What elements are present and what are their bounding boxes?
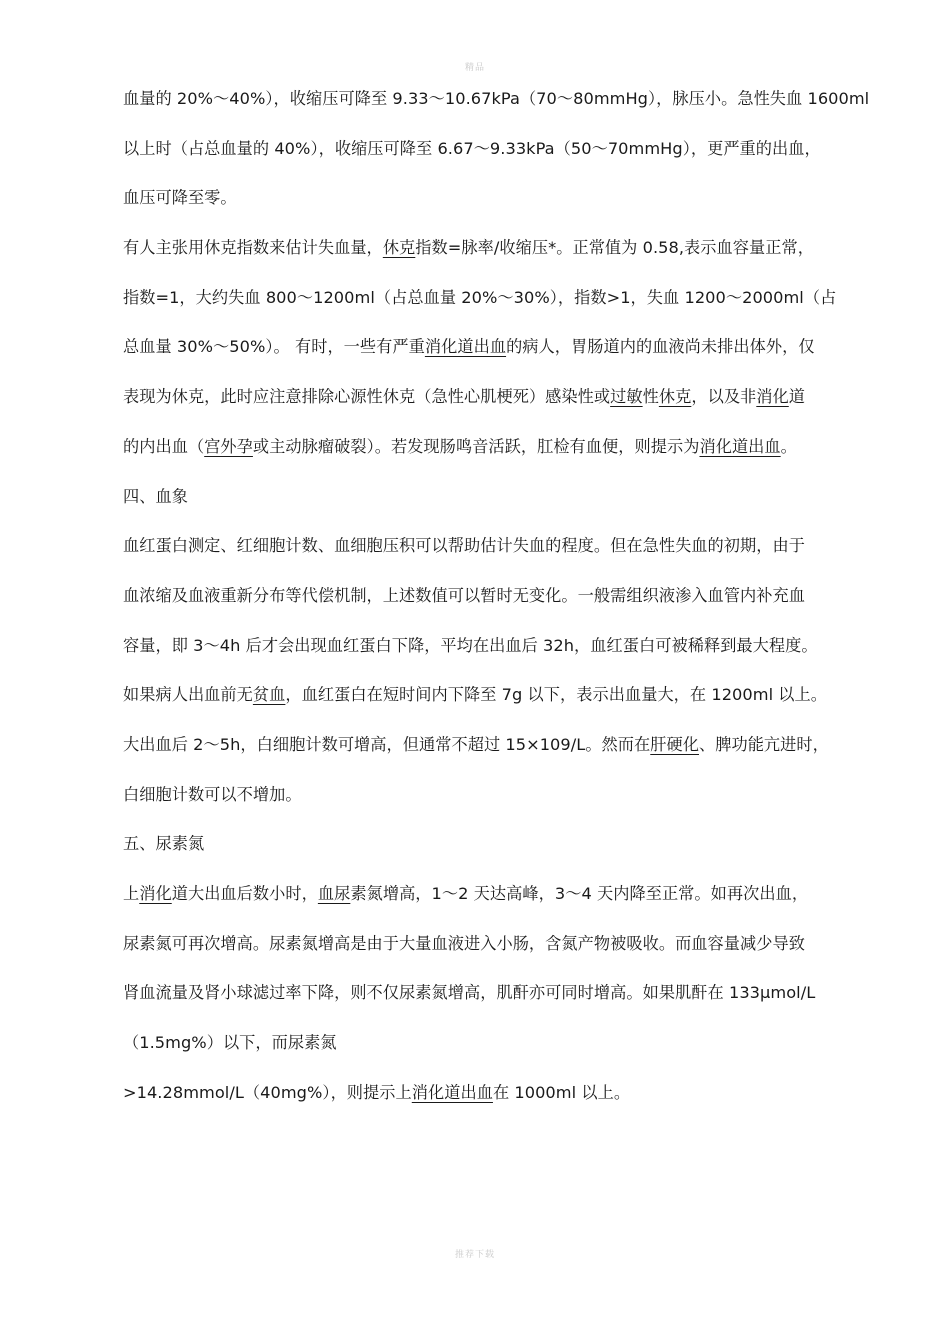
text-segment: 大出血后 2～5h，白细胞计数可增高，但通常不超过 15×109/L。然而在 [123,734,651,754]
text-line [123,1022,839,1072]
text-segment: 表现为休克，此时应注意排除心源性休克（急性心肌梗死）感染性或 [123,387,611,407]
underlined-term: 消化 [139,884,172,903]
text-line [123,1072,839,1116]
underlined-term: 休克 [382,238,416,258]
text-segment: 血浓缩及血液重新分布等代偿机制，上述数值可以暂时无变化。一般需组织液渗入血管内补充血 [123,585,805,605]
text-segment: 血压可降至零。 [123,188,237,208]
text-segment: 的病人，胃肠道内的血液尚未排出体外，仅 [506,337,815,357]
text-line [123,774,839,824]
text-segment: 的内出血（ [123,436,205,456]
underlined-term: 休克 [658,387,692,407]
underlined-term: 血尿 [317,884,351,903]
page-footer-watermark: 推荐下载 [454,1250,495,1260]
text-segment: 白细胞计数可以不增加。 [123,784,302,804]
text-line [123,177,839,227]
text-segment: 道大出血后数小时， [171,884,318,903]
text-segment: 性 [642,387,659,407]
text-line [123,128,839,178]
text-line [123,674,839,724]
text-line [123,873,839,923]
text-segment: 五、尿素氮 [123,834,205,854]
text-line [123,575,839,625]
text-segment: 上 [123,884,140,903]
text-line [123,525,839,575]
text-segment: 指数=脉率/收缩压*。正常值为 0.58,表示血容量正常， [415,238,814,258]
text-segment: 、脾功能亢进时， [698,734,829,754]
underlined-term: 贫血 [252,685,286,705]
text-segment: 在 1000ml 以上。 [492,1082,631,1102]
text-line [123,227,839,277]
text-line [123,376,839,426]
text-line [123,724,839,774]
text-line [123,923,839,973]
text-line [123,426,839,476]
text-segment: ，以及非 [691,387,757,407]
text-segment: 总血量 30%～50%）。 有时，一些有严重 [123,337,425,357]
underlined-term: 消化道出血 [411,1082,493,1102]
text-segment: ，血红蛋白在短时间内下降至 7g 以下，表示出血量大，在 1200ml 以上。 [285,685,828,705]
text-line [123,78,870,128]
text-segment: 指数=1，大约失血 800～1200ml（占总血量 20%～30%），指数>1，失血 1200～2000ml（占 [123,287,837,307]
text-segment: （1.5mg%）以下，而尿素氮 [123,1033,337,1053]
text-line [123,625,839,675]
text-line [123,823,839,873]
text-segment: 四、血象 [123,486,188,506]
text-line [123,277,839,327]
text-segment: 血红蛋白测定、红细胞计数、血细胞压积可以帮助估计失血的程度。但在急性失血的初期，由于 [123,536,805,556]
underlined-term: 消化 [756,387,789,407]
text-segment: 以上时（占总血量的 40%），收缩压可降至 6.67～9.33kPa（50～70mmHg），更严重的出血， [123,138,821,158]
text-line [123,972,839,1022]
text-segment: >14.28mmol/L（40mg%），则提示上 [123,1082,412,1102]
underlined-term: 肝硬化 [650,734,699,754]
text-segment: 尿素氮可再次增高。尿素氮增高是由于大量血液进入小肠，含氮产物被吸收。而血容量减少导致 [123,933,805,953]
underlined-term: 消化道出血 [424,337,507,357]
text-segment: 如果病人出血前无 [123,685,253,705]
document-body [123,78,870,1116]
text-line [123,326,839,376]
text-line [123,476,839,526]
text-segment: 血量的 20%～40%），收缩压可降至 9.33～10.67kPa（70～80mmHg），脉压小。急性失血 1600ml [123,89,870,108]
text-segment: 。 [780,436,797,456]
text-segment: 或主动脉瘤破裂）。若发现肠鸣音活跃，肛检有血便，则提示为 [252,436,700,456]
text-segment: 肾血流量及肾小球滤过率下降，则不仅尿素氮增高，肌酐亦可同时增高。如果肌酐在 133μmol/L [123,983,816,1003]
text-segment: 素氮增高，1～2 天达高峰，3～4 天内降至正常。如再次出血， [350,884,809,903]
text-segment: 道 [788,387,806,407]
underlined-term: 过敏 [610,387,643,407]
underlined-term: 消化道出血 [699,436,781,456]
text-segment: 有人主张用休克指数来估计失血量， [123,238,383,258]
page-header-watermark: 精品 [464,63,485,73]
text-segment: 容量，即 3～4h 后才会出现血红蛋白下降，平均在出血后 32h，血红蛋白可被稀释到最大程度。 [123,635,818,655]
underlined-term: 宫外孕 [204,436,253,456]
